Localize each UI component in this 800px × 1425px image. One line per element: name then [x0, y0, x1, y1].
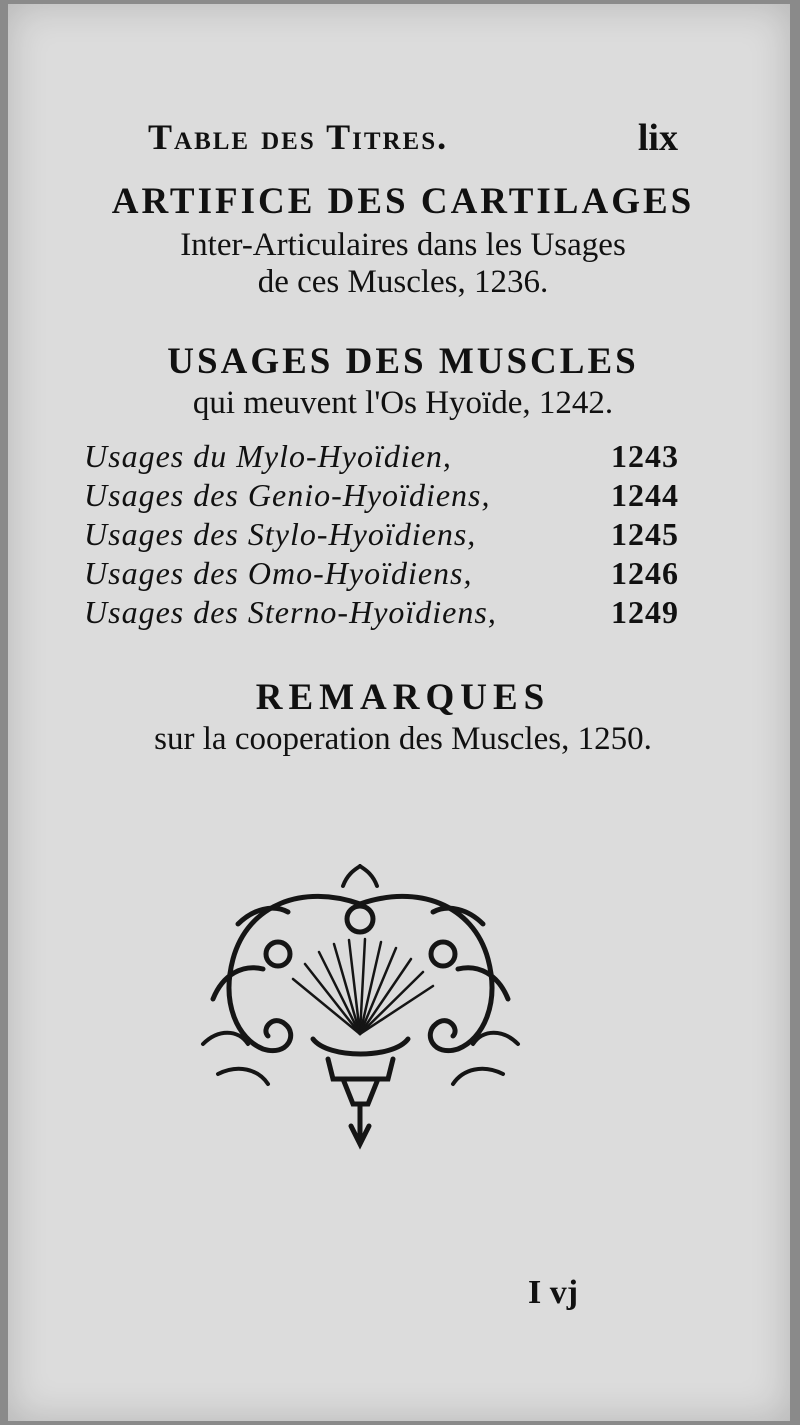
toc-entry-page: 1243: [611, 438, 679, 474]
toc-entry: [84, 594, 679, 633]
section-subtitle-line: de ces Muscles, 1236.: [257, 264, 549, 300]
toc-list: [84, 438, 679, 633]
section-artifice: [68, 180, 738, 301]
section-heading: REMARQUES: [255, 677, 551, 718]
section-remarques: [68, 676, 738, 758]
book-page: [8, 4, 790, 1421]
toc-entry-label: Usages du Mylo-Hyoïdien,: [84, 438, 452, 474]
toc-entry-page: 1244: [611, 477, 679, 513]
section-heading: ARTIFICE DES CARTILAGES: [111, 181, 695, 222]
page-number: lix: [637, 117, 678, 159]
signature-mark: I vj: [528, 1274, 579, 1311]
toc-entry-page: 1245: [611, 516, 679, 552]
ornament-fleuron-icon: [193, 864, 528, 1154]
toc-entry-label: Usages des Genio-Hyoïdiens,: [84, 477, 491, 513]
section-heading: USAGES DES MUSCLES: [167, 341, 639, 382]
toc-entry-page: 1249: [611, 594, 679, 630]
toc-entry-label: Usages des Omo-Hyoïdiens,: [84, 555, 473, 591]
toc-entry: [84, 516, 679, 555]
running-title: Table des Titres.: [148, 117, 449, 157]
toc-entry-label: Usages des Sterno-Hyoïdiens,: [84, 594, 497, 630]
section-subtitle-line: qui meuvent l'Os Hyoïde, 1242.: [192, 385, 614, 421]
running-header: [148, 116, 678, 166]
toc-entry: [84, 477, 679, 516]
toc-entry: [84, 555, 679, 594]
section-usages: [68, 340, 738, 422]
section-subtitle-line: Inter-Articulaires dans les Usages: [180, 227, 626, 263]
toc-entry-label: Usages des Stylo-Hyoïdiens,: [84, 516, 477, 552]
toc-entry-page: 1246: [611, 555, 679, 591]
section-subtitle-line: sur la cooperation des Muscles, 1250.: [154, 721, 652, 757]
toc-entry: [84, 438, 679, 477]
